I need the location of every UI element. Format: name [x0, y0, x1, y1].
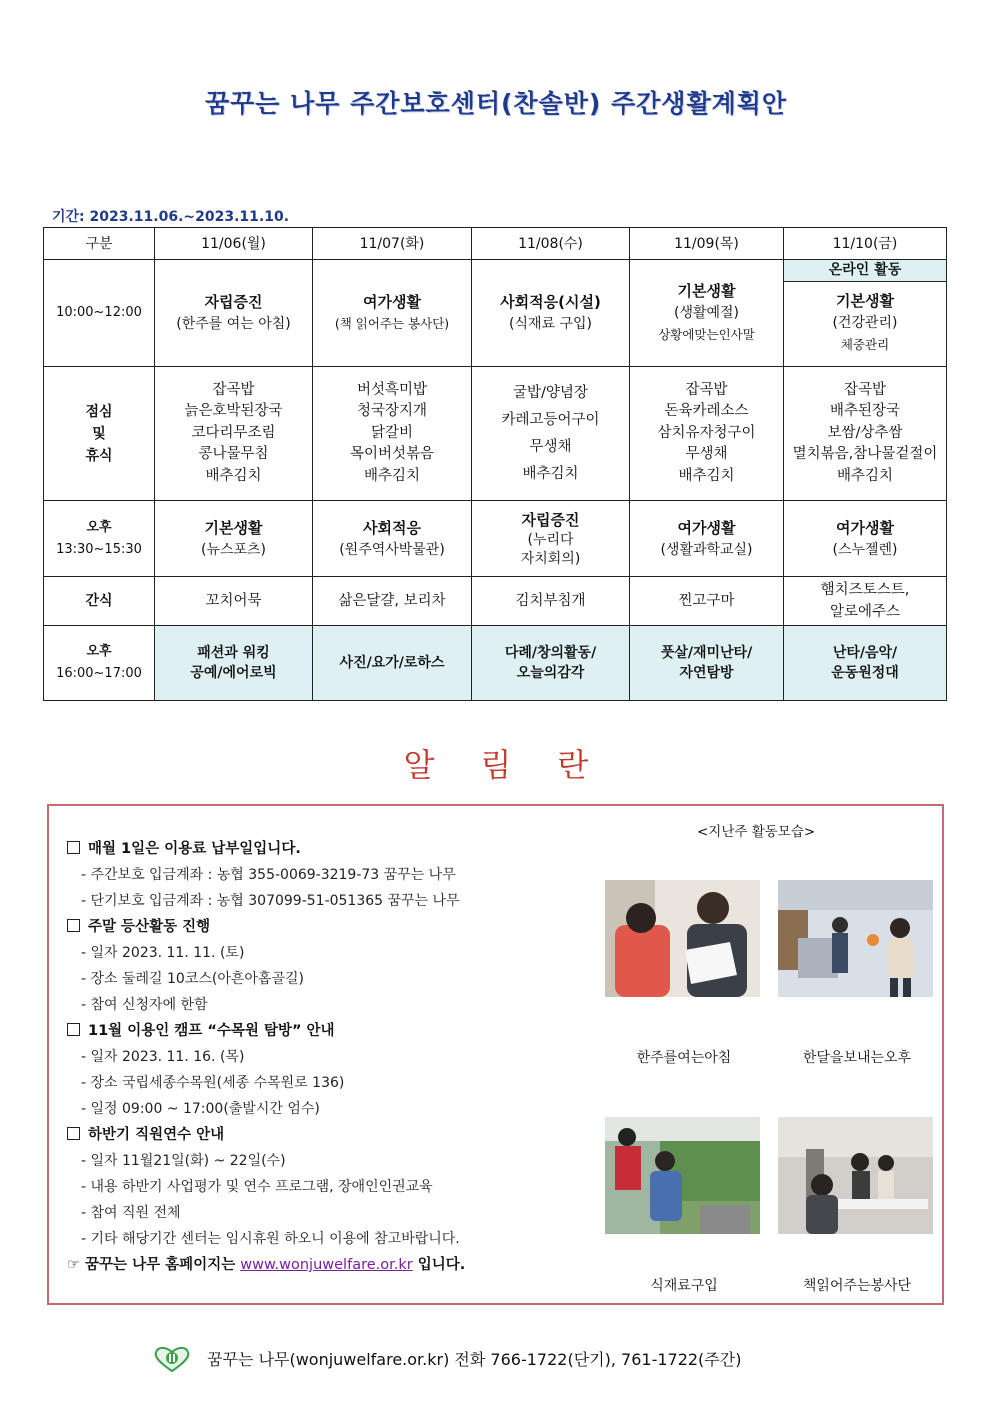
homepage-link[interactable]: www.wonjuwelfare.or.kr [240, 1257, 413, 1273]
menu-item: 카레고등어구이 [501, 411, 600, 428]
snack-item: 알로에주스 [829, 604, 901, 620]
menu-item: 무생채 [685, 446, 728, 463]
header-wed: 11/08(수) [472, 228, 630, 260]
checkbox-icon [67, 919, 80, 932]
notice-section-head [67, 1018, 587, 1044]
menu-item: 삼치유자청구이 [657, 424, 756, 441]
activity-photo-3 [605, 1117, 760, 1234]
heart-logo-icon [152, 1345, 192, 1373]
label-line: 13:30~15:30 [56, 541, 142, 557]
cell-late-mon [155, 626, 313, 701]
row-label-lunch [44, 367, 155, 501]
activity-name: 자립증진 [521, 510, 580, 529]
activity-name: 여가생활 [836, 518, 894, 537]
notice-head-text: 매월 1일은 이용료 납부일입니다. [88, 841, 301, 857]
page-title: 꿈꾸는 나무 주간보호센터(찬솔반) 주간생활계획안 [204, 89, 788, 118]
header-tue: 11/07(화) [313, 228, 472, 260]
activity-line: 난타/음악/ [832, 645, 898, 661]
notice-head-text: 하반기 직원연수 안내 [88, 1127, 225, 1143]
menu-item: 돈육카레소스 [664, 403, 749, 420]
table-row-lunch [44, 367, 947, 501]
notice-item: - 단기보호 입금계좌 : 농협 307099-51-051365 꿈꾸는 나무 [81, 893, 460, 909]
label-line: 휴식 [85, 447, 113, 464]
activity-detail: (생활과학교실) [660, 541, 753, 558]
cell-late-wed [472, 626, 630, 701]
weekly-plan-table [43, 227, 947, 701]
cell-late-thu [630, 626, 784, 701]
activity-photo-2 [778, 880, 933, 997]
activity-photo-4 [778, 1117, 933, 1234]
cell-morning-fri [784, 260, 947, 367]
activity-line: 풋살/재미난타/ [660, 645, 753, 661]
row-label-afternoon [44, 501, 155, 577]
menu-item: 멸치볶음,참나물겉절이 [792, 446, 938, 463]
header-fri: 11/10(금) [784, 228, 947, 260]
notice-section-head [67, 914, 587, 940]
cell-snack-tue: 삶은달걀, 보리차 [313, 577, 472, 626]
menu-item: 배추김치 [678, 467, 735, 484]
notice-heading: 알림란 [403, 746, 635, 784]
label-line: 및 [92, 425, 106, 442]
homepage-prefix: ☞ 꿈꾸는 나무 홈페이지는 [67, 1257, 236, 1273]
activity-name: 사회적응(시설) [500, 293, 601, 311]
menu-item: 배추김치 [363, 467, 421, 484]
activity-name: 기본생활 [836, 292, 894, 310]
cell-lunch-mon [155, 367, 313, 501]
menu-item: 청국장지개 [356, 403, 428, 420]
gallery-title: <지난주 활동모습> [697, 824, 816, 840]
activity-line: 자연탐방 [679, 665, 734, 681]
menu-item: 배추김치 [836, 467, 894, 484]
footer [152, 1345, 741, 1373]
menu-item: 목이버섯볶음 [349, 446, 435, 463]
cell-morning-thu [630, 260, 784, 367]
activity-extra: 체중관리 [840, 337, 890, 352]
table-row-late [44, 626, 947, 701]
notice-item: - 참여 신청자에 한함 [81, 997, 208, 1013]
notice-head-text: 주말 등산활동 진행 [88, 919, 211, 935]
menu-item: 늙은호박된장국 [184, 403, 283, 420]
activity-detail: (한주를 여는 아침) [176, 316, 291, 332]
checkbox-icon [67, 841, 80, 854]
label-line: 오후 [86, 519, 112, 535]
cell-snack-wed: 김치부침개 [472, 577, 630, 626]
activity-extra: 상황에맞는인사말 [658, 327, 755, 342]
header-thu: 11/09(목) [630, 228, 784, 260]
activity-line: 운동원정대 [831, 665, 899, 681]
cell-snack-mon: 꼬치어묵 [155, 577, 313, 626]
notice-section-head [67, 836, 587, 862]
cell-morning-mon [155, 260, 313, 367]
photo-caption-4: 책읽어주는봉사단 [802, 1278, 912, 1294]
notice-box [47, 804, 944, 1305]
notice-item: - 장소 둘레길 10코스(아흔아홉골길) [81, 971, 304, 987]
header-mon: 11/06(월) [155, 228, 313, 260]
notice-section-head [67, 1122, 587, 1148]
notice-item: - 주간보호 입금계좌 : 농협 355-0069-3219-73 꿈꾸는 나무 [81, 867, 456, 883]
notice-item: - 장소 국립세종수목원(세종 수목원로 136) [81, 1075, 345, 1091]
menu-item: 보쌈/상추쌈 [827, 424, 903, 441]
homepage-suffix: 입니다. [417, 1257, 466, 1273]
activity-photo-1 [605, 880, 760, 997]
footer-text: 꿈꾸는 나무(wonjuwelfare.or.kr) 전화 766-1722(단기), 761-1722(주간) [207, 1350, 742, 1369]
activity-name: 여가생활 [363, 293, 421, 311]
menu-item: 코다리무조림 [191, 424, 276, 441]
menu-item: 잡곡밥 [685, 381, 728, 398]
cell-late-fri [784, 626, 947, 701]
notice-item: - 일자 2023. 11. 16. (목) [81, 1049, 245, 1065]
table-row-afternoon [44, 501, 947, 577]
label-line: 점심 [85, 403, 113, 420]
row-label-snack: 간식 [44, 577, 155, 626]
activity-detail: (원주역사박물관) [339, 541, 445, 558]
notice-head-text: 11월 이용인 캠프 “수목원 탐방” 안내 [88, 1023, 335, 1039]
activity-detail: 자치회의) [520, 550, 581, 567]
activity-line: 다례/창의활동/ [504, 645, 597, 661]
homepage-line [67, 1252, 587, 1278]
activity-detail: (스누젤렌) [832, 541, 898, 558]
activity-detail: (건강관리) [832, 315, 898, 331]
menu-item: 콩나물무침 [198, 446, 269, 463]
cell-snack-fri [784, 577, 947, 626]
menu-item: 무생채 [529, 438, 572, 455]
cell-afternoon-tue [313, 501, 472, 577]
cell-afternoon-thu [630, 501, 784, 577]
table-header-row [44, 228, 947, 260]
photo-caption-1: 한주를여는아침 [636, 1050, 732, 1066]
cell-lunch-wed [472, 367, 630, 501]
notice-item: - 참여 직원 전체 [81, 1205, 181, 1221]
activity-detail: (책 읽어주는 봉사단) [334, 316, 450, 331]
activity-line: 패션과 워킹 [197, 645, 270, 661]
snack-item: 햄치즈토스트, [820, 582, 910, 598]
cell-lunch-tue [313, 367, 472, 501]
row-label-morning: 10:00~12:00 [44, 260, 155, 367]
cell-afternoon-fri [784, 501, 947, 577]
photo-caption-3: 식재료구입 [650, 1278, 718, 1294]
menu-item: 잡곡밥 [212, 381, 255, 398]
menu-item: 배추된장국 [829, 403, 901, 420]
menu-item: 버섯흑미밥 [356, 381, 428, 398]
menu-item: 배추김치 [205, 467, 262, 484]
label-line: 16:00~17:00 [56, 666, 142, 681]
menu-item: 잡곡밥 [843, 381, 887, 398]
cell-morning-tue [313, 260, 472, 367]
activity-name: 기본생활 [677, 282, 736, 300]
checkbox-icon [67, 1023, 80, 1036]
activity-line: 공예/에어로빅 [190, 665, 277, 681]
activity-line: 사진/요가/로하스 [339, 655, 445, 671]
cell-afternoon-wed [472, 501, 630, 577]
cell-lunch-fri [784, 367, 947, 501]
notice-item: - 일정 09:00 ~ 17:00(출발시간 엄수) [81, 1101, 320, 1117]
period-label: 기간: 2023.11.06.~2023.11.10. [52, 209, 290, 225]
notice-item: - 일자 11월21일(화) ~ 22일(수) [81, 1153, 286, 1169]
row-label-late [44, 626, 155, 701]
menu-item: 닭갈비 [370, 424, 414, 441]
activity-name: 여가생활 [677, 518, 736, 537]
activity-detail: (생활예절) [673, 305, 740, 321]
activity-name: 기본생활 [204, 518, 263, 537]
table-row-morning [44, 260, 947, 367]
notice-item: - 내용 하반기 사업평가 및 연수 프로그램, 장애인인권교육 [81, 1179, 433, 1195]
activity-name: 자립증진 [204, 293, 263, 311]
notice-item: - 기타 해당기간 센터는 임시휴원 하오니 이용에 참고바랍니다. [81, 1231, 460, 1247]
activity-line: 오늘의감각 [516, 665, 585, 681]
checkbox-icon [67, 1127, 80, 1140]
cell-afternoon-mon [155, 501, 313, 577]
online-activity-badge: 온라인 활동 [784, 260, 946, 282]
activity-detail: (뉴스포츠) [200, 541, 267, 558]
menu-item: 배추김치 [522, 465, 579, 482]
table-row-snack [44, 577, 947, 626]
header-category: 구분 [44, 228, 155, 260]
activity-name: 사회적응 [363, 518, 421, 537]
cell-snack-thu: 찐고구마 [630, 577, 784, 626]
cell-lunch-thu [630, 367, 784, 501]
cell-late-tue [313, 626, 472, 701]
activity-detail: (식재료 구입) [509, 316, 592, 332]
menu-item: 굴밥/양념장 [513, 384, 588, 401]
notice-item: - 일자 2023. 11. 11. (토) [81, 945, 245, 961]
cell-morning-wed [472, 260, 630, 367]
activity-detail: (누리다 [527, 531, 574, 548]
notice-list [67, 836, 587, 1278]
photo-caption-2: 한달을보내는오후 [802, 1050, 912, 1066]
label-line: 오후 [86, 644, 112, 659]
